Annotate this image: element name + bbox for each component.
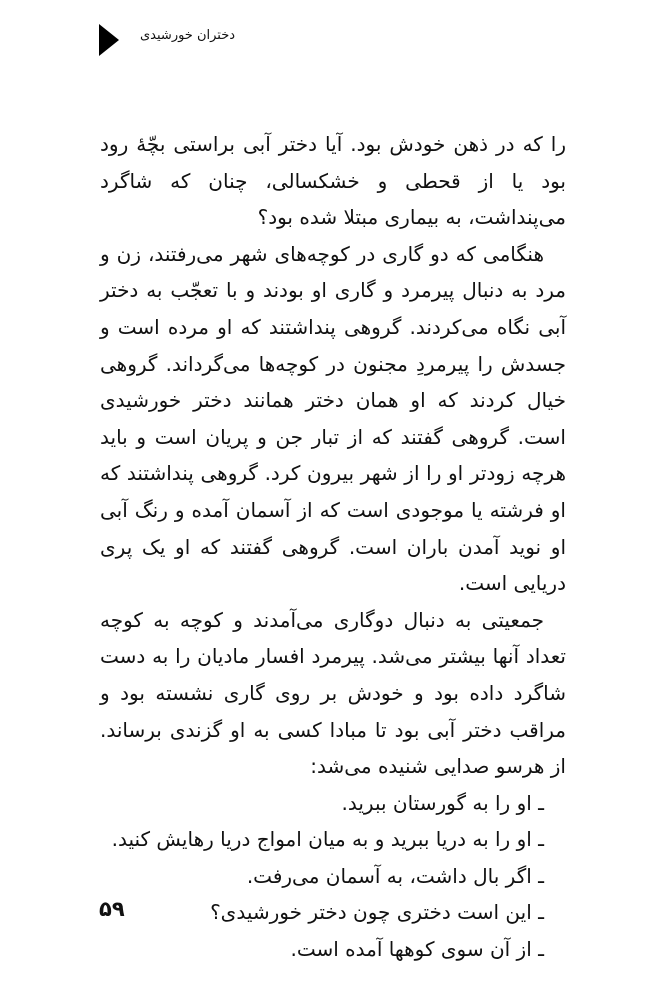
paragraph: جمعیتی به دنبال دوگاری می‌آمدند و کوچه به کوچه تعداد آنها بیشتر می‌شد. پیرمرد افسار مادیان را به دست شاگرد داده بود و خودش بر روی گاری نشسته بود و مراقب دختر آبی بود تا مبادا کسی به او گزندی برساند. از هرسو صدایی شنیده می‌شد:	[100, 607, 566, 779]
dialogue-line: ـ از آن سوی کوهها آمده است.	[290, 937, 544, 962]
dialogue-line: ـ اگر بال داشت، به آسمان می‌رفت.	[246, 863, 544, 888]
dialogue-line: ـ این است دختری چون دختر خورشیدی؟	[210, 900, 544, 925]
body-text	[100, 126, 566, 968]
dialogue-line: ـ او را به گورستان ببرید.	[341, 790, 544, 815]
paragraph: هنگامی که دو گاری در کوچه‌های شهر می‌رفتند، زن و مرد به دنبال پیرمرد و گاری او بودند و با تعجّب به دختر آبی نگاه می‌کردند. گروهی پنداشتند که او مرده است و جسدش را پیرمردِ مجنون در کوچه‌ها می‌گرداند. گروهی خیال کردند که او همان دختر همانند دختر خورشیدی است. گروهی گفتند که از تبار جن و پریان است و باید هرچه زودتر او را از شهر بیرون کرد. گروهی پنداشتند که او فرشته یا موجودی است که از آسمان آمده و رنگ آبی او نوید آمدن باران است. گروهی گفتند که او یک پری دریایی است.	[100, 241, 566, 596]
running-header	[0, 18, 663, 58]
dialogue-list	[100, 785, 566, 968]
header-title: دختران خورشیدی	[140, 28, 236, 43]
dialogue-line: ـ او را به دریا ببرید و به میان امواج دریا رهایش کنید.	[111, 827, 544, 852]
paragraph: را که در ذهن خودش بود. آیا دختر آبی براستی بچّهٔ رود بود یا از قحطی و خشکسالی، چنان که شاگرد می‌پنداشت، به بیماری مبتلا شده بود؟	[100, 132, 566, 230]
page-number: ۵۹	[99, 897, 125, 921]
triangle-right-icon	[99, 24, 119, 56]
